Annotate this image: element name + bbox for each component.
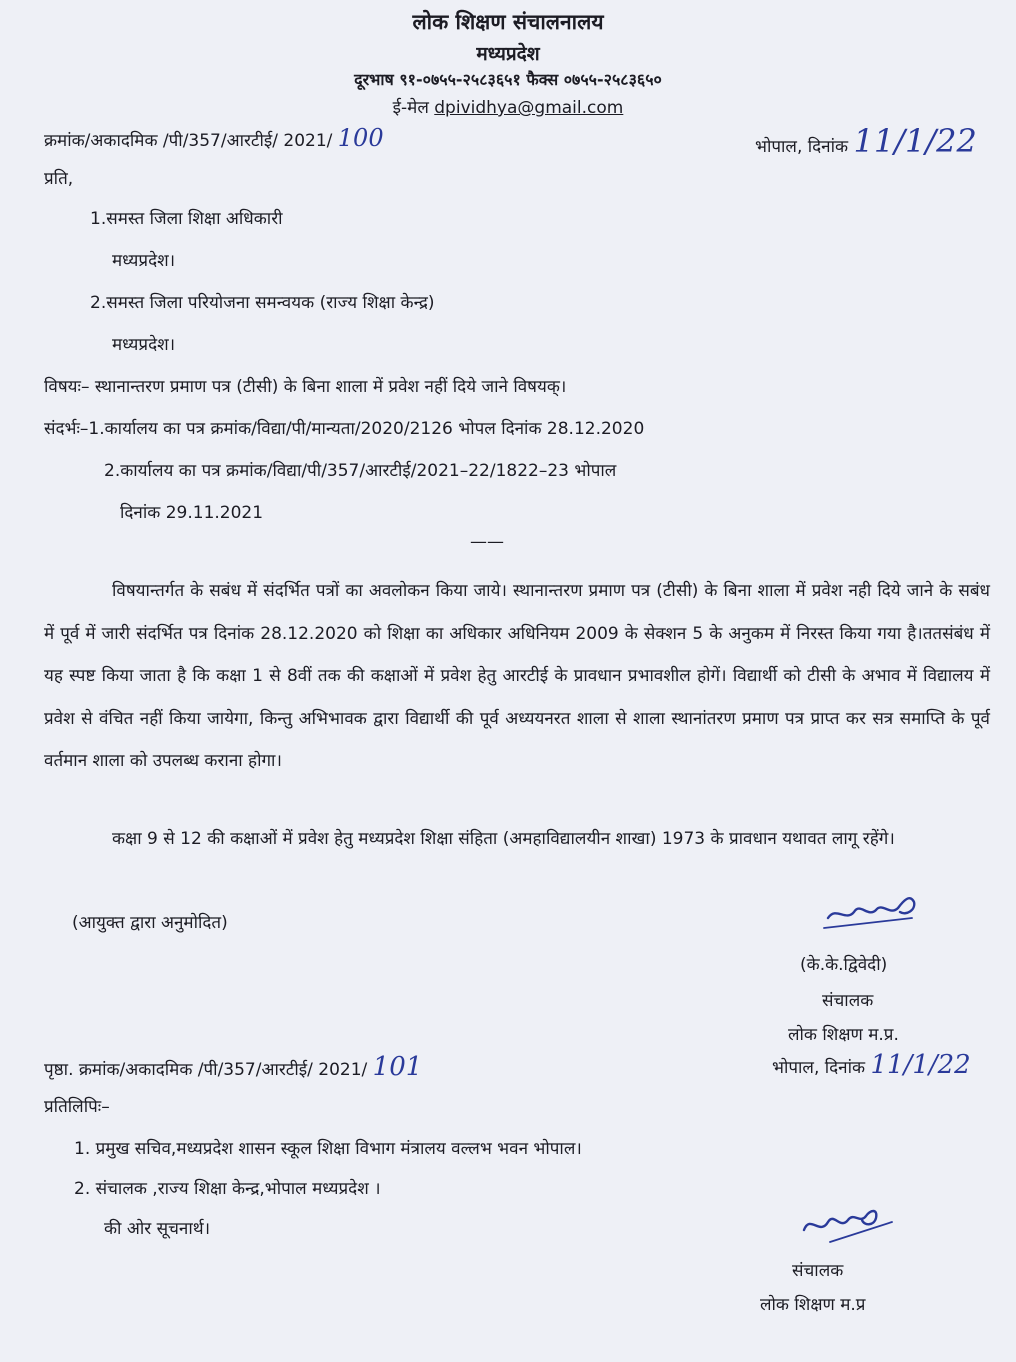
office-name: लोक शिक्षण संचालनालय (412, 10, 604, 34)
endorsement-number-text: पृष्ठा. क्रमांक/अकादमिक /पी/357/आरटीई/ 2021/ (44, 1060, 368, 1080)
body-paragraph-1-text: विषयान्तर्गत के सबंध में संदर्भित पत्रों का अवलोकन किया जाये। स्थानान्तरण प्रमाण पत्र (टीसी) के बिना शाला में प्रवेश नही दिये जाने के सबंध में पूर्व में जारी संदर्भित पत्र दिनांक 28.12.2020 को शिक्षा का अधिकार अधिनियम 2009 के सेक्शन 5 के अनुकम में निरस्त किया गया है।ततसंबंध में यह स्पष्ट किया जाता है कि कक्षा 1 से 8वीं तक की कक्षाओं में प्रवेश हेतु आरटीई के प्रावधान प्रभावशील होगें। विद्यार्थी को टीसी के अभाव में विद्यालय में प्रवेश से वंचित नहीं किया जायेगा, किन्तु अभिभावक द्वारा विद्यार्थी की पूर्व अध्ययनरत शाला से शाला स्थानांतरण प्रमाण पत्र प्राप्त कर सत्र समाप्ति के पूर्व वर्तमान शाला को उपलब्ध कराना होगा। (44, 581, 990, 771)
reference-2-date: दिनांक 29.11.2021 (120, 503, 264, 523)
body-paragraph-1 (44, 570, 990, 783)
endorsement-number (44, 1052, 422, 1082)
subject: विषयः– स्थानान्तरण प्रमाण पत्र (टीसी) के बिना शाला में प्रवेश नहीं दिये जाने विषयक्। (44, 377, 567, 397)
endorsement-date-label: भोपाल, दिनांक (772, 1058, 866, 1078)
signatory-designation: संचालक (822, 991, 874, 1011)
body-paragraph-2 (44, 818, 990, 861)
place-date-label: भोपाल, दिनांक (755, 137, 849, 157)
letter-number (44, 124, 384, 152)
copy-item-2: 2. संचालक ,राज्य शिक्षा केन्द्र,भोपाल मध्यप्रदेश । (74, 1179, 381, 1199)
phone-fax: दूरभाष ९१-०७५५-२५८३६५१ फैक्स ०७५५-२५८३६५० (354, 70, 662, 89)
email-line (0, 95, 1016, 118)
info-note: की ओर सूचनार्थ। (104, 1219, 211, 1239)
endorsement-date (772, 1050, 971, 1080)
signatory-name: (के.के.द्विवेदी) (800, 955, 888, 975)
body-paragraph-2-text: कक्षा 9 से 12 की कक्षाओं में प्रवेश हेतु मध्यप्रदेश शिक्षा संहिता (अमहाविद्यालयीन शाखा) 1973 के प्रावधान यथावत लागू रहेंगे। (112, 829, 895, 849)
endorsement-number-handwritten: 101 (372, 1052, 423, 1082)
reference-1: संदर्भः–1.कार्यालय का पत्र क्रमांक/विद्या/पी/मान्यता/2020/2126 भोपल दिनांक 28.12.2020 (44, 419, 645, 439)
recipient-1-state: मध्यप्रदेश। (112, 251, 176, 271)
letter-number-handwritten: 100 (337, 124, 384, 152)
endorsement-date-handwritten: 11/1/22 (870, 1050, 971, 1080)
signatory-office: लोक शिक्षण म.प्र. (788, 1025, 899, 1045)
signature-2-scribble (790, 1200, 900, 1250)
signatory-2-designation: संचालक (792, 1261, 844, 1281)
to-label: प्रति, (44, 169, 74, 189)
email-label: ई-मेल (392, 98, 429, 118)
office-state: मध्यप्रदेश (476, 43, 540, 65)
approval-note: (आयुक्त द्वारा अनुमोदित) (72, 913, 228, 933)
copy-item-1: 1. प्रमुख सचिव,मध्यप्रदेश शासन स्कूल शिक्षा विभाग मंत्रालय वल्लभ भवन भोपाल। (74, 1139, 582, 1159)
letter-date (755, 122, 977, 160)
email-link[interactable]: dpividhya@gmail.com (434, 98, 624, 118)
recipient-2-state: मध्यप्रदेश। (112, 335, 176, 355)
copy-label: प्रतिलिपिः– (44, 1097, 110, 1117)
recipient-1: 1.समस्त जिला शिक्षा अधिकारी (90, 209, 283, 229)
signature-1-scribble (820, 888, 930, 934)
recipient-2: 2.समस्त जिला परियोजना समन्वयक (राज्य शिक्षा केन्द्र) (90, 293, 435, 313)
letter-number-text: क्रमांक/अकादमिक /पी/357/आरटीई/ 2021/ (44, 131, 333, 151)
date-handwritten: 11/1/22 (853, 122, 977, 160)
signatory-2-office: लोक शिक्षण म.प्र (760, 1295, 866, 1315)
separator: —— (470, 532, 504, 552)
reference-2: 2.कार्यालय का पत्र क्रमांक/विद्या/पी/357/आरटीई/2021–22/1822–23 भोपाल (104, 461, 617, 481)
